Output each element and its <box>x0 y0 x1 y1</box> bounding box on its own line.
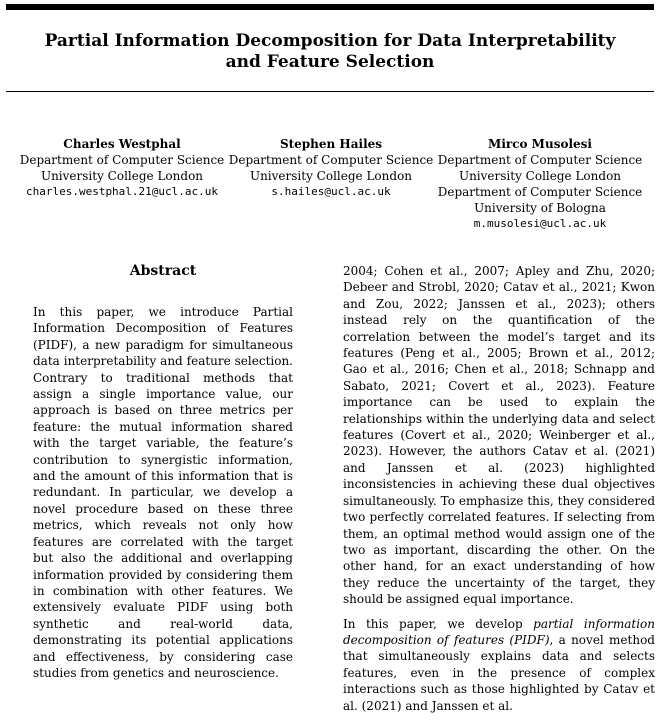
body-emphasis: partial information decomposition of features (PIDF) <box>343 616 655 647</box>
author-name: Charles Westphal <box>63 137 181 151</box>
author-affiliation: University of Bologna <box>474 201 606 215</box>
author-block-2 <box>226 136 436 200</box>
author-block-3 <box>433 136 647 232</box>
paper-title <box>6 31 654 73</box>
author-affiliation: University College London <box>249 169 413 183</box>
abstract-heading: Abstract <box>129 263 197 279</box>
author-block-1 <box>12 136 232 200</box>
author-email[interactable]: charles.westphal.21@ucl.ac.uk <box>25 185 219 198</box>
author-affiliation: Department of Computer Science <box>437 153 643 167</box>
author-affiliation: University College London <box>458 169 622 183</box>
author-affiliation: Department of Computer Science <box>437 185 643 199</box>
body-paragraph: 2004; Cohen et al., 2007; Apley and Zhu, 2020; Debeer and Strobl, 2020; Catav et al., 2021; Kwon and Zou, 2022; Janssen et al., 2023); others instead rely on the quantification of the correlation between the model’s target and its features (Peng et al., 2005; Brown et al., 2012; Gao et al., 2016; Chen et al., 2018; Schnapp and Sabato, 2021; Covert et al., 2023). Feature importance can be used to explain the relationships within the underlying data and select features (Covert et al., 2020; Weinberger et al., 2023). However, the authors Catav et al. (2021) and Janssen et al. (2023) highlighted inconsistencies in achieving these dual objectives simultaneously. To emphasize this, they considered two perfectly correlated features. If selecting from them, an optimal method would assign one of the two as important, discarding the other. On the other hand, for an exact understanding of how they reduce the uncertainty of the target, they should be assigned equal importance. <box>343 264 655 607</box>
author-email[interactable]: m.musolesi@ucl.ac.uk <box>473 217 607 230</box>
title-rule <box>6 91 654 92</box>
author-affiliation: Department of Computer Science <box>19 153 225 167</box>
abstract-text: In this paper, we introduce Partial Information Decomposition of Features (PIDF), a new paradigm for simultaneous data interpretability and feature selection. Contrary to traditional methods that assign a single importance value, our approach is based on three metrics per feature: the mutual information shared with the target variable, the feature’s contribution to synergistic information, and the amount of this information that is redundant. In particular, we develop a novel procedure based on these three metrics, which reveals not only how features are correlated with the target but also the additional and overlapping information provided by considering them in combination with other features. We extensively evaluate PIDF using both synthetic and real-world data, demonstrating its potential applications and effectiveness, by considering case studies from genetics and neuroscience. <box>33 305 293 680</box>
top-rule <box>6 4 654 10</box>
body-paragraph <box>343 616 655 714</box>
author-name: Stephen Hailes <box>279 137 383 151</box>
author-email[interactable]: s.hailes@ucl.ac.uk <box>271 185 391 198</box>
body-text: , a novel method that simultaneously explains data and selects features, even in the presence of complex interactions such as those highlighted by Catav et al. (2021) and Janssen et al. <box>343 632 655 713</box>
author-name: Mirco Musolesi <box>488 137 592 151</box>
title-line-2: and Feature Selection <box>225 52 435 72</box>
author-affiliation: Department of Computer Science <box>228 153 434 167</box>
author-affiliation: University College London <box>40 169 204 183</box>
title-line-1: Partial Information Decomposition for Data Interpretability <box>44 31 616 51</box>
body-column <box>343 263 655 722</box>
body-text: In this paper, we develop <box>343 616 534 631</box>
